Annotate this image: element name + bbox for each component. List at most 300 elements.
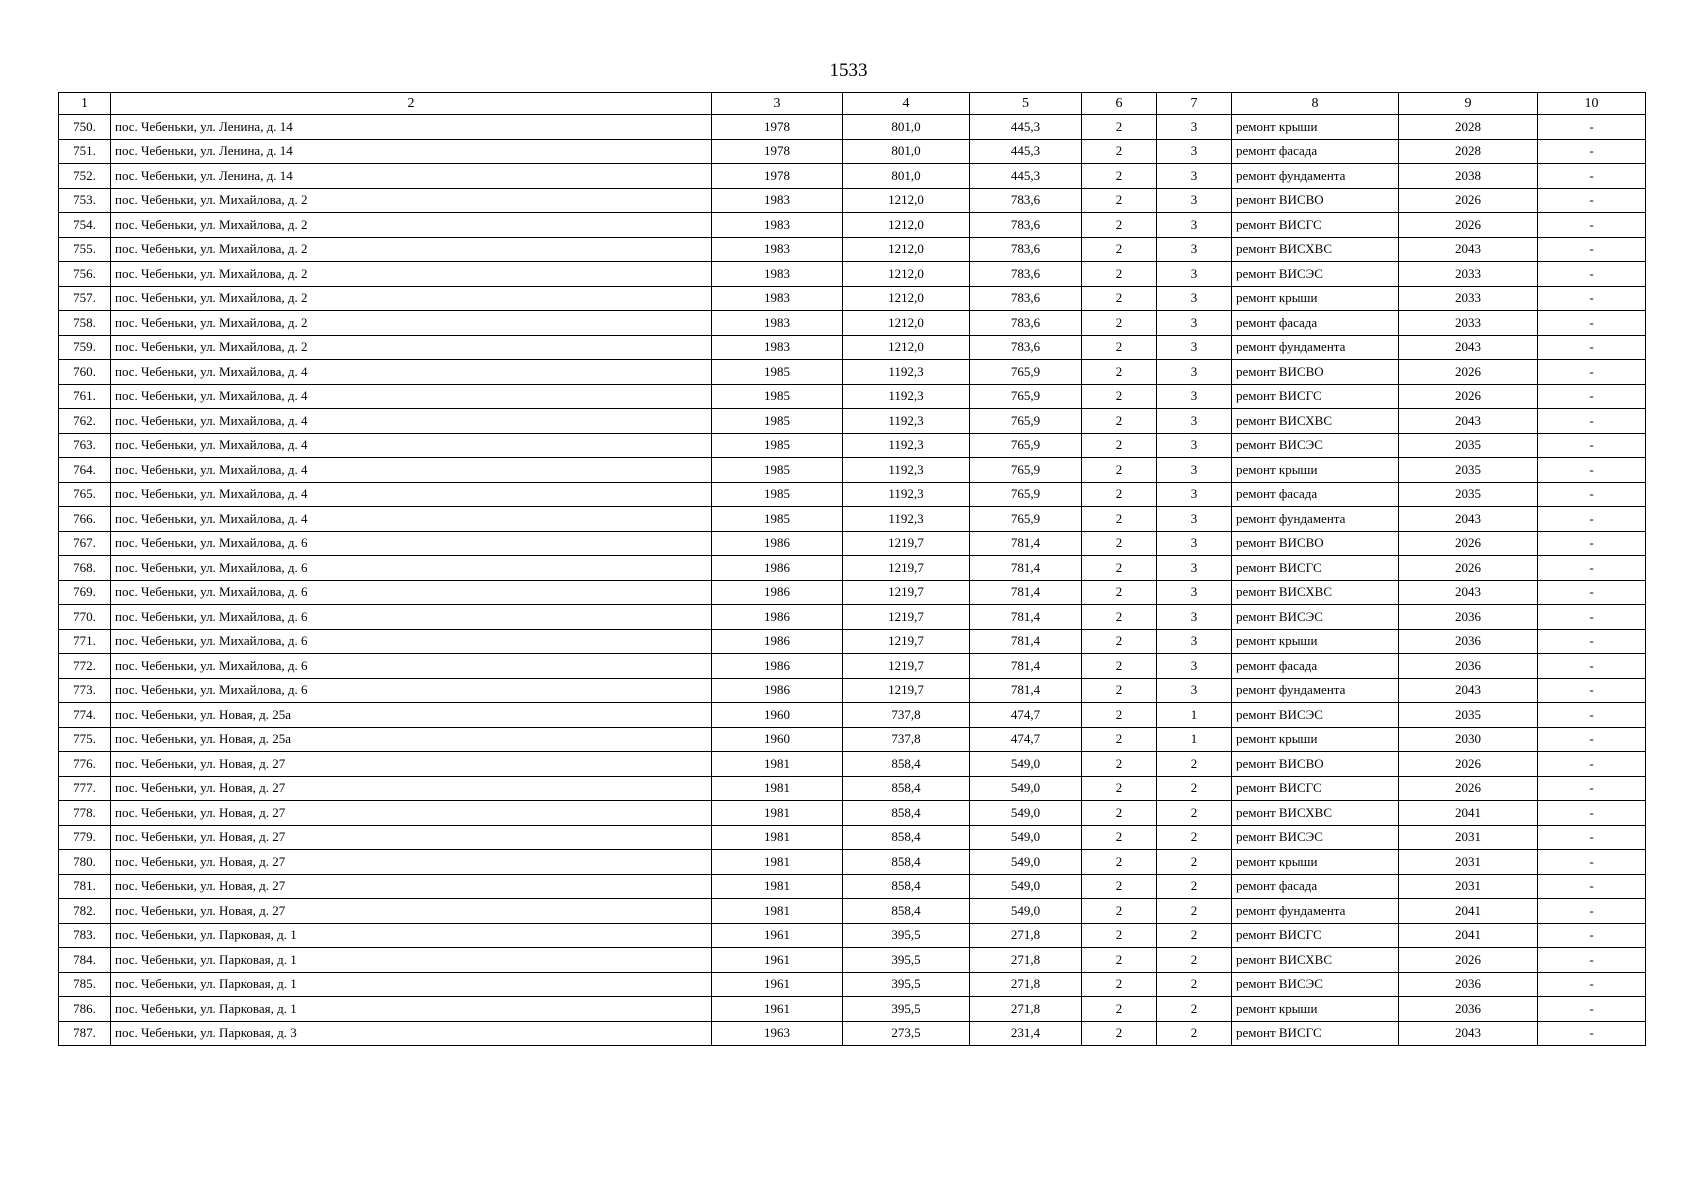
cell-col-floors: 2 bbox=[1082, 629, 1157, 654]
cell-col-number: 787. bbox=[59, 1021, 111, 1046]
cell-col-number: 764. bbox=[59, 458, 111, 483]
cell-col-address: пос. Чебеньки, ул. Новая, д. 25а bbox=[111, 727, 712, 752]
cell-col-address: пос. Чебеньки, ул. Михайлова, д. 6 bbox=[111, 654, 712, 679]
cell-col-area-total: 1219,7 bbox=[843, 654, 970, 679]
cell-col-entrances: 3 bbox=[1157, 213, 1232, 238]
cell-col-entrances: 3 bbox=[1157, 164, 1232, 189]
cell-col-floors: 2 bbox=[1082, 580, 1157, 605]
cell-col-year: 1960 bbox=[712, 703, 843, 728]
table-row bbox=[59, 1021, 1646, 1046]
cell-col-col10: - bbox=[1538, 948, 1646, 973]
cell-col-col10: - bbox=[1538, 801, 1646, 826]
cell-col-area-total: 395,5 bbox=[843, 948, 970, 973]
cell-col-year: 1985 bbox=[712, 507, 843, 532]
cell-col-area-total: 273,5 bbox=[843, 1021, 970, 1046]
cell-col-work-type: ремонт ВИСХВС bbox=[1232, 580, 1399, 605]
cell-col-col10: - bbox=[1538, 678, 1646, 703]
cell-col-area-living: 549,0 bbox=[970, 874, 1082, 899]
cell-col-address: пос. Чебеньки, ул. Новая, д. 27 bbox=[111, 776, 712, 801]
table-body bbox=[59, 115, 1646, 1046]
cell-col-year-planned: 2030 bbox=[1399, 727, 1538, 752]
cell-col-entrances: 2 bbox=[1157, 997, 1232, 1022]
header-col-address: 2 bbox=[111, 93, 712, 115]
cell-col-area-living: 781,4 bbox=[970, 531, 1082, 556]
table-row bbox=[59, 899, 1646, 924]
cell-col-entrances: 2 bbox=[1157, 801, 1232, 826]
cell-col-address: пос. Чебеньки, ул. Михайлова, д. 6 bbox=[111, 580, 712, 605]
cell-col-area-total: 1212,0 bbox=[843, 335, 970, 360]
table-row bbox=[59, 654, 1646, 679]
cell-col-work-type: ремонт ВИСЭС bbox=[1232, 825, 1399, 850]
cell-col-col10: - bbox=[1538, 580, 1646, 605]
page-number: 1533 bbox=[829, 60, 868, 81]
cell-col-number: 757. bbox=[59, 286, 111, 311]
cell-col-entrances: 3 bbox=[1157, 654, 1232, 679]
cell-col-number: 786. bbox=[59, 997, 111, 1022]
table-row bbox=[59, 776, 1646, 801]
cell-col-year: 1986 bbox=[712, 629, 843, 654]
cell-col-year-planned: 2043 bbox=[1399, 409, 1538, 434]
cell-col-floors: 2 bbox=[1082, 384, 1157, 409]
cell-col-area-living: 783,6 bbox=[970, 335, 1082, 360]
cell-col-col10: - bbox=[1538, 629, 1646, 654]
cell-col-year: 1986 bbox=[712, 580, 843, 605]
cell-col-number: 778. bbox=[59, 801, 111, 826]
cell-col-area-total: 801,0 bbox=[843, 164, 970, 189]
cell-col-floors: 2 bbox=[1082, 335, 1157, 360]
cell-col-year-planned: 2026 bbox=[1399, 531, 1538, 556]
cell-col-address: пос. Чебеньки, ул. Михайлова, д. 4 bbox=[111, 384, 712, 409]
cell-col-floors: 2 bbox=[1082, 531, 1157, 556]
cell-col-area-total: 1192,3 bbox=[843, 507, 970, 532]
cell-col-year: 1985 bbox=[712, 360, 843, 385]
cell-col-year: 1983 bbox=[712, 237, 843, 262]
table-row bbox=[59, 752, 1646, 777]
cell-col-floors: 2 bbox=[1082, 507, 1157, 532]
cell-col-address: пос. Чебеньки, ул. Михайлова, д. 6 bbox=[111, 605, 712, 630]
cell-col-area-total: 1212,0 bbox=[843, 311, 970, 336]
cell-col-area-living: 549,0 bbox=[970, 850, 1082, 875]
cell-col-entrances: 3 bbox=[1157, 531, 1232, 556]
cell-col-number: 767. bbox=[59, 531, 111, 556]
cell-col-year-planned: 2035 bbox=[1399, 703, 1538, 728]
cell-col-area-living: 231,4 bbox=[970, 1021, 1082, 1046]
cell-col-number: 769. bbox=[59, 580, 111, 605]
cell-col-work-type: ремонт ВИСХВС bbox=[1232, 948, 1399, 973]
cell-col-number: 750. bbox=[59, 115, 111, 140]
cell-col-number: 755. bbox=[59, 237, 111, 262]
cell-col-year-planned: 2031 bbox=[1399, 850, 1538, 875]
table-row bbox=[59, 115, 1646, 140]
table-row bbox=[59, 360, 1646, 385]
cell-col-address: пос. Чебеньки, ул. Новая, д. 27 bbox=[111, 899, 712, 924]
cell-col-area-total: 1192,3 bbox=[843, 433, 970, 458]
cell-col-year-planned: 2036 bbox=[1399, 972, 1538, 997]
cell-col-address: пос. Чебеньки, ул. Михайлова, д. 6 bbox=[111, 678, 712, 703]
cell-col-area-living: 781,4 bbox=[970, 654, 1082, 679]
cell-col-year-planned: 2033 bbox=[1399, 286, 1538, 311]
header-col-number: 1 bbox=[59, 93, 111, 115]
table-row bbox=[59, 164, 1646, 189]
cell-col-area-living: 781,4 bbox=[970, 678, 1082, 703]
cell-col-floors: 2 bbox=[1082, 262, 1157, 287]
cell-col-col10: - bbox=[1538, 384, 1646, 409]
cell-col-work-type: ремонт ВИСГС bbox=[1232, 384, 1399, 409]
cell-col-entrances: 3 bbox=[1157, 384, 1232, 409]
cell-col-year: 1961 bbox=[712, 923, 843, 948]
cell-col-work-type: ремонт крыши bbox=[1232, 286, 1399, 311]
cell-col-floors: 2 bbox=[1082, 825, 1157, 850]
cell-col-number: 777. bbox=[59, 776, 111, 801]
cell-col-work-type: ремонт фасада bbox=[1232, 654, 1399, 679]
cell-col-entrances: 3 bbox=[1157, 556, 1232, 581]
cell-col-address: пос. Чебеньки, ул. Михайлова, д. 4 bbox=[111, 360, 712, 385]
table-row bbox=[59, 727, 1646, 752]
cell-col-address: пос. Чебеньки, ул. Парковая, д. 1 bbox=[111, 972, 712, 997]
cell-col-year: 1978 bbox=[712, 139, 843, 164]
cell-col-number: 773. bbox=[59, 678, 111, 703]
cell-col-col10: - bbox=[1538, 458, 1646, 483]
header-row bbox=[59, 93, 1646, 115]
cell-col-work-type: ремонт крыши bbox=[1232, 997, 1399, 1022]
cell-col-area-living: 765,9 bbox=[970, 458, 1082, 483]
cell-col-floors: 2 bbox=[1082, 899, 1157, 924]
table-row bbox=[59, 458, 1646, 483]
table-row bbox=[59, 188, 1646, 213]
table-row bbox=[59, 507, 1646, 532]
cell-col-year-planned: 2036 bbox=[1399, 605, 1538, 630]
table-row bbox=[59, 433, 1646, 458]
cell-col-entrances: 2 bbox=[1157, 972, 1232, 997]
cell-col-area-total: 1212,0 bbox=[843, 237, 970, 262]
cell-col-floors: 2 bbox=[1082, 654, 1157, 679]
cell-col-area-total: 1192,3 bbox=[843, 384, 970, 409]
cell-col-year: 1978 bbox=[712, 164, 843, 189]
cell-col-area-living: 271,8 bbox=[970, 997, 1082, 1022]
header-col-col10: 10 bbox=[1538, 93, 1646, 115]
cell-col-col10: - bbox=[1538, 213, 1646, 238]
cell-col-floors: 2 bbox=[1082, 311, 1157, 336]
cell-col-year-planned: 2026 bbox=[1399, 948, 1538, 973]
cell-col-entrances: 3 bbox=[1157, 188, 1232, 213]
cell-col-area-total: 1219,7 bbox=[843, 556, 970, 581]
cell-col-area-living: 783,6 bbox=[970, 237, 1082, 262]
cell-col-address: пос. Чебеньки, ул. Ленина, д. 14 bbox=[111, 164, 712, 189]
cell-col-number: 752. bbox=[59, 164, 111, 189]
table-row bbox=[59, 923, 1646, 948]
cell-col-area-living: 765,9 bbox=[970, 507, 1082, 532]
cell-col-year-planned: 2043 bbox=[1399, 237, 1538, 262]
cell-col-col10: - bbox=[1538, 360, 1646, 385]
cell-col-floors: 2 bbox=[1082, 997, 1157, 1022]
cell-col-floors: 2 bbox=[1082, 556, 1157, 581]
cell-col-floors: 2 bbox=[1082, 605, 1157, 630]
cell-col-area-living: 781,4 bbox=[970, 629, 1082, 654]
cell-col-area-total: 858,4 bbox=[843, 752, 970, 777]
cell-col-col10: - bbox=[1538, 727, 1646, 752]
cell-col-address: пос. Чебеньки, ул. Парковая, д. 3 bbox=[111, 1021, 712, 1046]
cell-col-area-total: 801,0 bbox=[843, 115, 970, 140]
cell-col-work-type: ремонт фундамента bbox=[1232, 335, 1399, 360]
cell-col-work-type: ремонт ВИСЭС bbox=[1232, 605, 1399, 630]
table-row bbox=[59, 531, 1646, 556]
cell-col-year-planned: 2033 bbox=[1399, 262, 1538, 287]
header-col-floors: 6 bbox=[1082, 93, 1157, 115]
cell-col-year: 1985 bbox=[712, 458, 843, 483]
cell-col-number: 754. bbox=[59, 213, 111, 238]
cell-col-area-total: 395,5 bbox=[843, 997, 970, 1022]
cell-col-number: 772. bbox=[59, 654, 111, 679]
cell-col-area-total: 1192,3 bbox=[843, 409, 970, 434]
cell-col-year-planned: 2043 bbox=[1399, 580, 1538, 605]
cell-col-year-planned: 2036 bbox=[1399, 629, 1538, 654]
cell-col-number: 776. bbox=[59, 752, 111, 777]
cell-col-col10: - bbox=[1538, 286, 1646, 311]
cell-col-address: пос. Чебеньки, ул. Новая, д. 27 bbox=[111, 850, 712, 875]
cell-col-year: 1986 bbox=[712, 531, 843, 556]
cell-col-number: 779. bbox=[59, 825, 111, 850]
cell-col-year: 1985 bbox=[712, 482, 843, 507]
cell-col-col10: - bbox=[1538, 899, 1646, 924]
cell-col-work-type: ремонт фасада bbox=[1232, 311, 1399, 336]
cell-col-area-total: 395,5 bbox=[843, 972, 970, 997]
cell-col-year: 1983 bbox=[712, 188, 843, 213]
cell-col-area-total: 1192,3 bbox=[843, 482, 970, 507]
cell-col-number: 775. bbox=[59, 727, 111, 752]
cell-col-area-total: 858,4 bbox=[843, 899, 970, 924]
cell-col-address: пос. Чебеньки, ул. Парковая, д. 1 bbox=[111, 923, 712, 948]
cell-col-entrances: 3 bbox=[1157, 311, 1232, 336]
cell-col-floors: 2 bbox=[1082, 360, 1157, 385]
cell-col-year-planned: 2041 bbox=[1399, 801, 1538, 826]
cell-col-number: 783. bbox=[59, 923, 111, 948]
cell-col-work-type: ремонт ВИСГС bbox=[1232, 776, 1399, 801]
table-row bbox=[59, 384, 1646, 409]
cell-col-area-living: 445,3 bbox=[970, 164, 1082, 189]
table-row bbox=[59, 286, 1646, 311]
cell-col-address: пос. Чебеньки, ул. Михайлова, д. 4 bbox=[111, 507, 712, 532]
cell-col-year: 1978 bbox=[712, 115, 843, 140]
cell-col-year: 1981 bbox=[712, 825, 843, 850]
cell-col-address: пос. Чебеньки, ул. Михайлова, д. 2 bbox=[111, 286, 712, 311]
cell-col-year: 1985 bbox=[712, 433, 843, 458]
cell-col-area-total: 858,4 bbox=[843, 874, 970, 899]
cell-col-number: 766. bbox=[59, 507, 111, 532]
cell-col-year: 1981 bbox=[712, 776, 843, 801]
cell-col-floors: 2 bbox=[1082, 213, 1157, 238]
cell-col-entrances: 3 bbox=[1157, 605, 1232, 630]
cell-col-area-living: 549,0 bbox=[970, 801, 1082, 826]
cell-col-col10: - bbox=[1538, 433, 1646, 458]
cell-col-area-total: 1219,7 bbox=[843, 629, 970, 654]
cell-col-col10: - bbox=[1538, 262, 1646, 287]
cell-col-floors: 2 bbox=[1082, 752, 1157, 777]
cell-col-entrances: 2 bbox=[1157, 874, 1232, 899]
cell-col-area-living: 474,7 bbox=[970, 727, 1082, 752]
cell-col-col10: - bbox=[1538, 556, 1646, 581]
cell-col-col10: - bbox=[1538, 311, 1646, 336]
cell-col-address: пос. Чебеньки, ул. Новая, д. 27 bbox=[111, 801, 712, 826]
cell-col-year-planned: 2036 bbox=[1399, 997, 1538, 1022]
cell-col-floors: 2 bbox=[1082, 164, 1157, 189]
cell-col-floors: 2 bbox=[1082, 458, 1157, 483]
cell-col-year: 1981 bbox=[712, 801, 843, 826]
cell-col-area-total: 858,4 bbox=[843, 850, 970, 875]
table-row bbox=[59, 580, 1646, 605]
cell-col-col10: - bbox=[1538, 188, 1646, 213]
table-row bbox=[59, 678, 1646, 703]
cell-col-year: 1983 bbox=[712, 262, 843, 287]
cell-col-floors: 2 bbox=[1082, 433, 1157, 458]
cell-col-area-living: 765,9 bbox=[970, 360, 1082, 385]
cell-col-address: пос. Чебеньки, ул. Михайлова, д. 6 bbox=[111, 531, 712, 556]
cell-col-area-total: 1212,0 bbox=[843, 188, 970, 213]
cell-col-year-planned: 2026 bbox=[1399, 213, 1538, 238]
cell-col-col10: - bbox=[1538, 703, 1646, 728]
cell-col-floors: 2 bbox=[1082, 972, 1157, 997]
cell-col-year-planned: 2035 bbox=[1399, 482, 1538, 507]
cell-col-entrances: 3 bbox=[1157, 678, 1232, 703]
cell-col-col10: - bbox=[1538, 605, 1646, 630]
cell-col-year: 1986 bbox=[712, 654, 843, 679]
cell-col-work-type: ремонт ВИСЭС bbox=[1232, 262, 1399, 287]
cell-col-col10: - bbox=[1538, 115, 1646, 140]
cell-col-year-planned: 2026 bbox=[1399, 752, 1538, 777]
cell-col-year-planned: 2026 bbox=[1399, 556, 1538, 581]
table-row bbox=[59, 237, 1646, 262]
cell-col-number: 762. bbox=[59, 409, 111, 434]
cell-col-col10: - bbox=[1538, 335, 1646, 360]
cell-col-area-living: 271,8 bbox=[970, 972, 1082, 997]
table-row bbox=[59, 874, 1646, 899]
cell-col-area-living: 474,7 bbox=[970, 703, 1082, 728]
cell-col-number: 753. bbox=[59, 188, 111, 213]
cell-col-col10: - bbox=[1538, 972, 1646, 997]
cell-col-address: пос. Чебеньки, ул. Михайлова, д. 2 bbox=[111, 237, 712, 262]
cell-col-entrances: 3 bbox=[1157, 139, 1232, 164]
cell-col-number: 761. bbox=[59, 384, 111, 409]
header-col-work-type: 8 bbox=[1232, 93, 1399, 115]
cell-col-address: пос. Чебеньки, ул. Михайлова, д. 4 bbox=[111, 409, 712, 434]
cell-col-entrances: 3 bbox=[1157, 360, 1232, 385]
cell-col-entrances: 3 bbox=[1157, 433, 1232, 458]
cell-col-col10: - bbox=[1538, 409, 1646, 434]
cell-col-area-total: 395,5 bbox=[843, 923, 970, 948]
cell-col-area-living: 765,9 bbox=[970, 482, 1082, 507]
cell-col-address: пос. Чебеньки, ул. Михайлова, д. 2 bbox=[111, 262, 712, 287]
cell-col-floors: 2 bbox=[1082, 678, 1157, 703]
cell-col-number: 756. bbox=[59, 262, 111, 287]
cell-col-col10: - bbox=[1538, 874, 1646, 899]
header-col-area-total: 4 bbox=[843, 93, 970, 115]
cell-col-year: 1981 bbox=[712, 899, 843, 924]
cell-col-col10: - bbox=[1538, 752, 1646, 777]
cell-col-area-total: 737,8 bbox=[843, 727, 970, 752]
cell-col-year: 1960 bbox=[712, 727, 843, 752]
cell-col-year: 1985 bbox=[712, 409, 843, 434]
cell-col-year-planned: 2036 bbox=[1399, 654, 1538, 679]
cell-col-year: 1983 bbox=[712, 213, 843, 238]
cell-col-work-type: ремонт крыши bbox=[1232, 458, 1399, 483]
cell-col-floors: 2 bbox=[1082, 188, 1157, 213]
cell-col-area-living: 765,9 bbox=[970, 433, 1082, 458]
cell-col-work-type: ремонт крыши bbox=[1232, 629, 1399, 654]
cell-col-col10: - bbox=[1538, 507, 1646, 532]
cell-col-address: пос. Чебеньки, ул. Михайлова, д. 4 bbox=[111, 482, 712, 507]
cell-col-address: пос. Чебеньки, ул. Новая, д. 27 bbox=[111, 825, 712, 850]
cell-col-area-total: 858,4 bbox=[843, 825, 970, 850]
cell-col-floors: 2 bbox=[1082, 139, 1157, 164]
table-row bbox=[59, 139, 1646, 164]
cell-col-year-planned: 2041 bbox=[1399, 923, 1538, 948]
cell-col-address: пос. Чебеньки, ул. Михайлова, д. 4 bbox=[111, 433, 712, 458]
cell-col-area-total: 1212,0 bbox=[843, 262, 970, 287]
cell-col-floors: 2 bbox=[1082, 874, 1157, 899]
cell-col-floors: 2 bbox=[1082, 1021, 1157, 1046]
cell-col-floors: 2 bbox=[1082, 727, 1157, 752]
cell-col-address: пос. Чебеньки, ул. Михайлова, д. 4 bbox=[111, 458, 712, 483]
cell-col-address: пос. Чебеньки, ул. Михайлова, д. 2 bbox=[111, 335, 712, 360]
cell-col-entrances: 2 bbox=[1157, 752, 1232, 777]
table-row bbox=[59, 482, 1646, 507]
cell-col-area-living: 271,8 bbox=[970, 948, 1082, 973]
cell-col-area-living: 445,3 bbox=[970, 139, 1082, 164]
cell-col-year: 1983 bbox=[712, 286, 843, 311]
cell-col-year: 1981 bbox=[712, 850, 843, 875]
cell-col-entrances: 3 bbox=[1157, 507, 1232, 532]
cell-col-work-type: ремонт ВИСВО bbox=[1232, 360, 1399, 385]
cell-col-floors: 2 bbox=[1082, 286, 1157, 311]
cell-col-area-total: 1192,3 bbox=[843, 458, 970, 483]
cell-col-area-living: 549,0 bbox=[970, 752, 1082, 777]
cell-col-area-living: 781,4 bbox=[970, 556, 1082, 581]
cell-col-year-planned: 2043 bbox=[1399, 678, 1538, 703]
cell-col-number: 768. bbox=[59, 556, 111, 581]
cell-col-work-type: ремонт крыши bbox=[1232, 115, 1399, 140]
cell-col-number: 784. bbox=[59, 948, 111, 973]
table-row bbox=[59, 801, 1646, 826]
cell-col-area-total: 1219,7 bbox=[843, 580, 970, 605]
cell-col-entrances: 2 bbox=[1157, 948, 1232, 973]
cell-col-year: 1986 bbox=[712, 605, 843, 630]
register-table bbox=[58, 92, 1646, 1046]
cell-col-work-type: ремонт фасада bbox=[1232, 482, 1399, 507]
cell-col-work-type: ремонт ВИСЭС bbox=[1232, 703, 1399, 728]
cell-col-number: 782. bbox=[59, 899, 111, 924]
cell-col-col10: - bbox=[1538, 654, 1646, 679]
cell-col-year-planned: 2038 bbox=[1399, 164, 1538, 189]
cell-col-address: пос. Чебеньки, ул. Ленина, д. 14 bbox=[111, 139, 712, 164]
cell-col-col10: - bbox=[1538, 776, 1646, 801]
cell-col-floors: 2 bbox=[1082, 923, 1157, 948]
cell-col-number: 760. bbox=[59, 360, 111, 385]
cell-col-number: 785. bbox=[59, 972, 111, 997]
cell-col-area-living: 783,6 bbox=[970, 286, 1082, 311]
cell-col-area-living: 783,6 bbox=[970, 188, 1082, 213]
table-row bbox=[59, 997, 1646, 1022]
cell-col-number: 780. bbox=[59, 850, 111, 875]
table-row bbox=[59, 409, 1646, 434]
table-row bbox=[59, 335, 1646, 360]
cell-col-area-total: 1219,7 bbox=[843, 531, 970, 556]
cell-col-work-type: ремонт ВИСХВС bbox=[1232, 801, 1399, 826]
cell-col-year-planned: 2026 bbox=[1399, 360, 1538, 385]
cell-col-entrances: 2 bbox=[1157, 1021, 1232, 1046]
cell-col-area-living: 765,9 bbox=[970, 384, 1082, 409]
cell-col-year-planned: 2035 bbox=[1399, 433, 1538, 458]
cell-col-number: 770. bbox=[59, 605, 111, 630]
cell-col-year-planned: 2043 bbox=[1399, 335, 1538, 360]
